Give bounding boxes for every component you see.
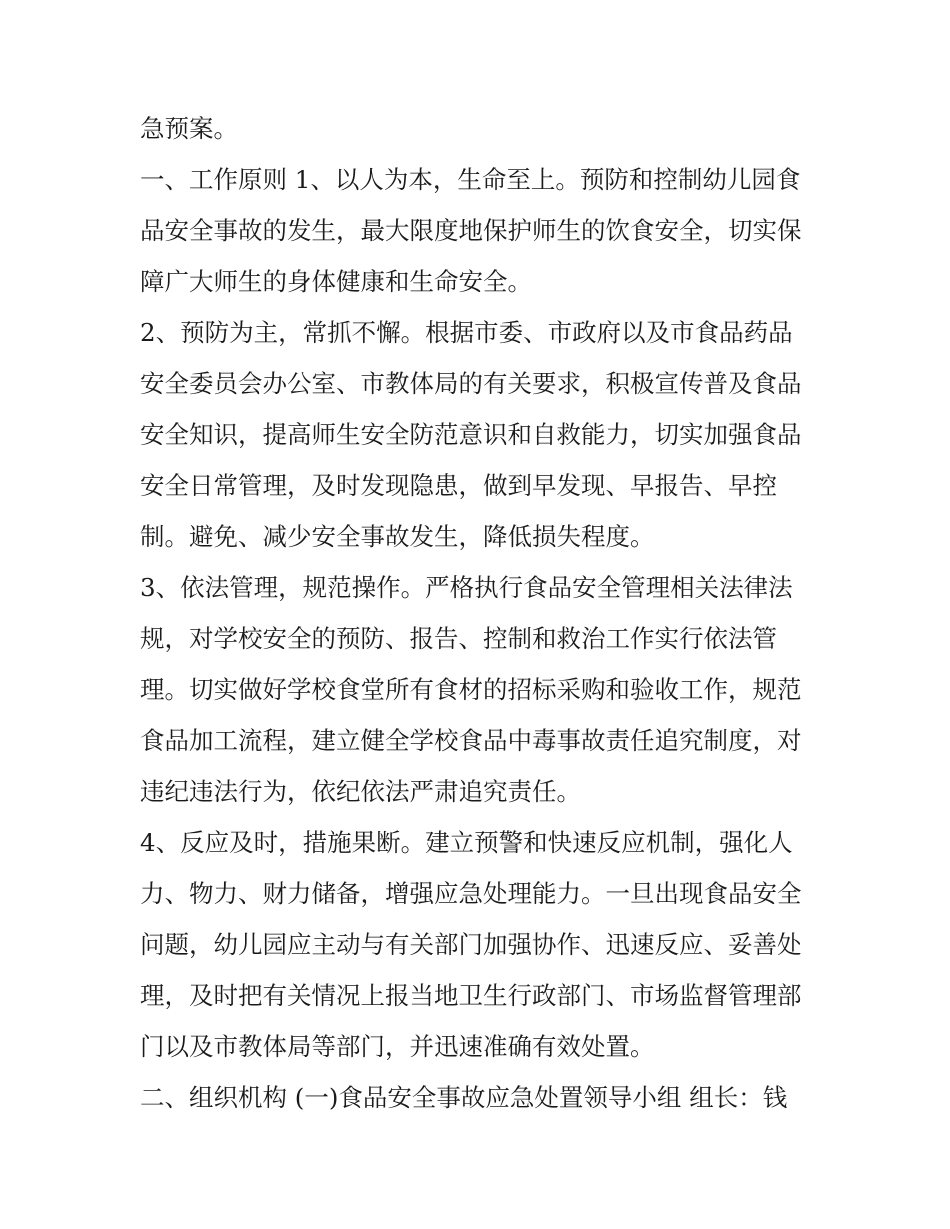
text-line: 力、物力、财力储备，增强应急处理能力。一旦出现食品安全 (140, 879, 802, 908)
text-line: 安全委员会办公室、市教体局的有关要求，积极宣传普及食品 (140, 369, 802, 398)
text-line: 理。切实做好学校食堂所有食材的招标采购和验收工作，规范 (140, 675, 802, 704)
text-line: 制。避免、减少安全事故发生，降低损失程度。 (140, 522, 655, 551)
text-line: 障广大师生的身体健康和生命安全。 (140, 267, 532, 296)
text-line: 急预案。 (140, 114, 238, 143)
text-line: 品安全事故的发生，最大限度地保护师生的饮食安全，切实保 (140, 216, 802, 245)
text-line: 安全日常管理，及时发现隐患，做到早发现、早报告、早控 (140, 471, 777, 500)
document-body (140, 103, 820, 1123)
text-line: 规，对学校安全的预防、报告、控制和救治工作实行依法管 (140, 624, 777, 653)
text-line: 食品加工流程，建立健全学校食品中毒事故责任追究制度，对 (140, 726, 802, 755)
text-line: 2、预防为主，常抓不懈。根据市委、市政府以及市食品药品 (140, 318, 793, 347)
text-line: 问题，幼儿园应主动与有关部门加强协作、迅速反应、妥善处 (140, 930, 802, 959)
text-line: 二、组织机构 (一)食品安全事故应急处置领导小组 组长：钱 (140, 1083, 788, 1112)
text-line: 4、反应及时，措施果断。建立预警和快速反应机制，强化人 (140, 828, 793, 857)
text-line: 一、工作原则 1、以人为本，生命至上。预防和控制幼儿园食 (140, 165, 801, 194)
text-line: 门以及市教体局等部门，并迅速准确有效处置。 (140, 1032, 655, 1061)
text-line: 违纪违法行为，依纪依法严肃追究责任。 (140, 777, 581, 806)
text-line: 3、依法管理，规范操作。严格执行食品安全管理相关法律法 (140, 573, 793, 602)
text-line: 安全知识，提高师生安全防范意识和自救能力，切实加强食品 (140, 420, 802, 449)
text-line: 理，及时把有关情况上报当地卫生行政部门、市场监督管理部 (140, 981, 802, 1010)
